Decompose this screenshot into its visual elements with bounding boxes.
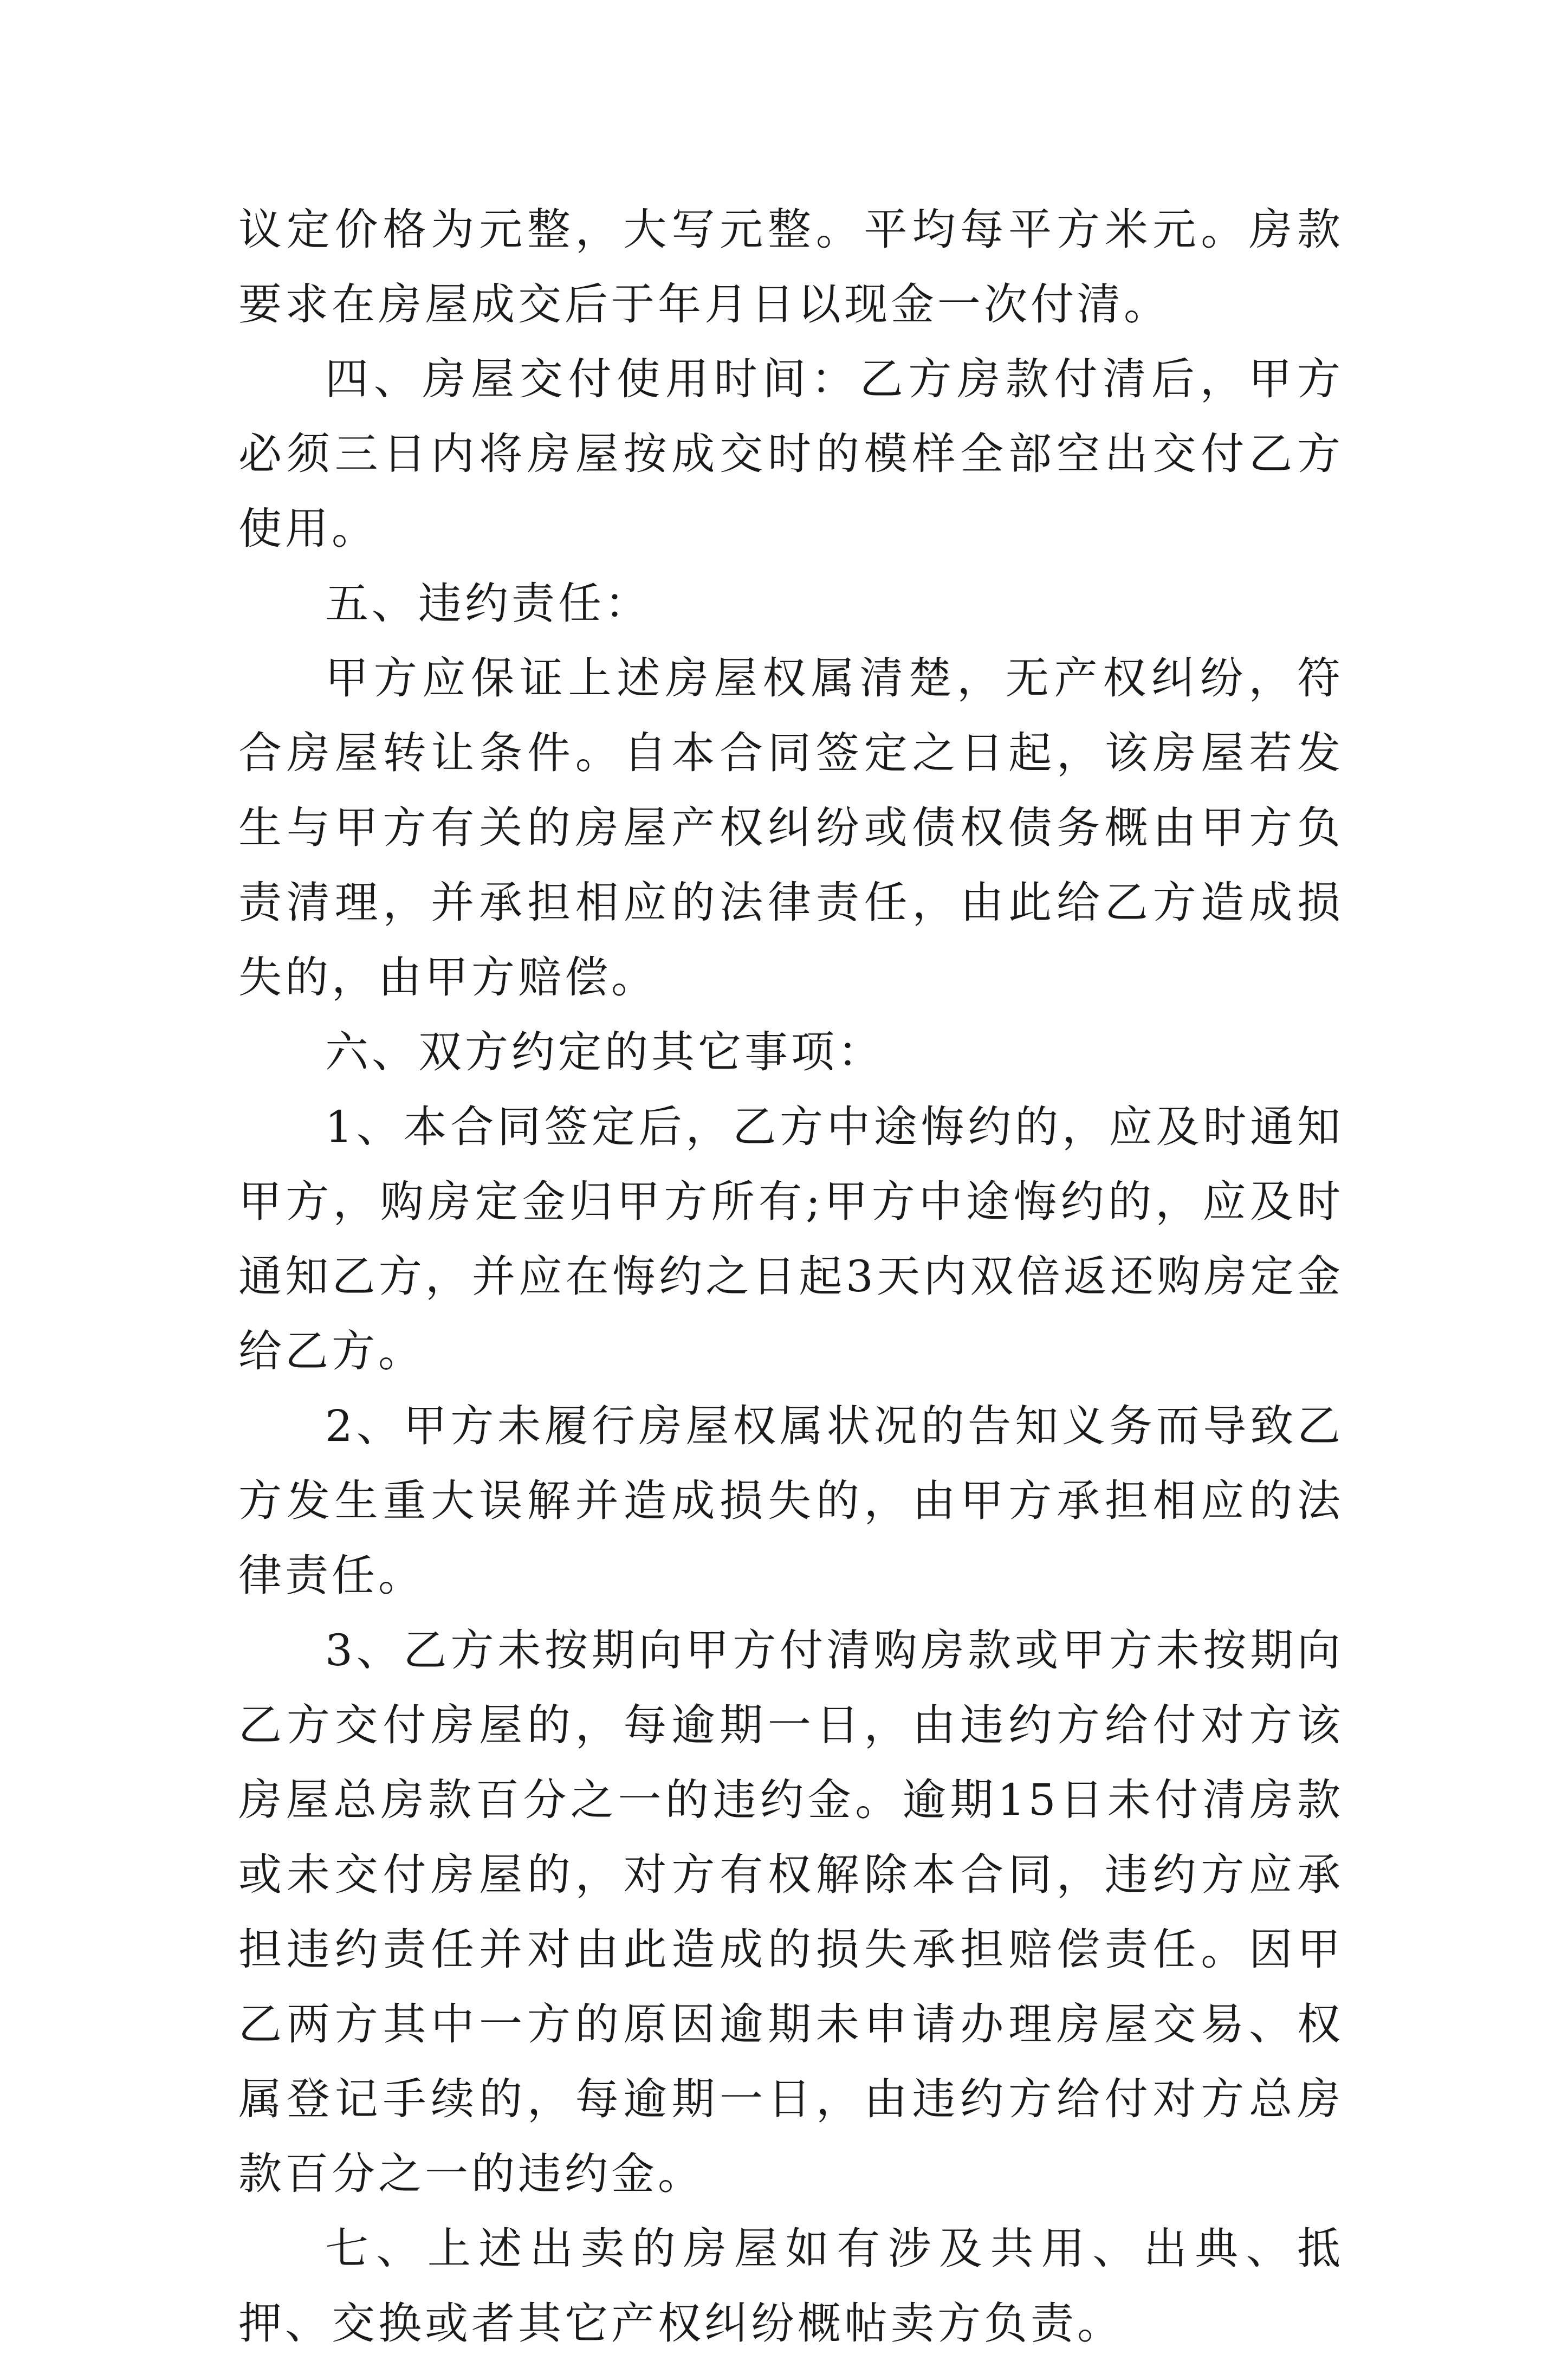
paragraph-item-1: 1、本合同签定后，乙方中途悔约的，应及时通知甲方，购房定金归甲方所有;甲方中途悔约的，应及时通知乙方，并应在悔约之日起3天内双倍返还购房定金给乙方。: [238, 1102, 1344, 1376]
paragraph-delivery-time: 四、房屋交付使用时间：乙方房款付清后，甲方必须三日内将房屋按成交时的模样全部空出交付乙方使用。: [238, 354, 1344, 554]
paragraph-breach-heading: 五、违约责任：: [325, 578, 651, 629]
paragraph-other-matters-heading: 六、双方约定的其它事项：: [325, 1027, 884, 1077]
paragraph-seller-guarantee: 甲方应保证上述房屋权属清楚，无产权纠纷，符合房屋转让条件。自本合同签定之日起，该房屋若发生与甲方有关的房屋产权纠纷或债权债务概由甲方负责清理，并承担相应的法律责任，由此给乙方造成损失的，由甲方赔偿。: [238, 653, 1344, 1002]
paragraph-item-2: 2、甲方未履行房屋权属状况的告知义务而导致乙方发生重大误解并造成损失的，由甲方承担相应的法律责任。: [238, 1401, 1344, 1601]
paragraph-item-3: 3、乙方未按期向甲方付清购房款或甲方未按期向乙方交付房屋的，每逾期一日，由违约方给付对方该房屋总房款百分之一的违约金。逾期15日未付清房款或未交付房屋的，对方有权解除本合同，违约方应承担违约责任并对由此造成的损失承担赔偿责任。因甲乙两方其中一方的原因逾期未申请办理房屋交易、权属登记手续的，每逾期一日，由违约方给付对方总房款百分之一的违约金。: [238, 1625, 1344, 2199]
paragraph-price-terms: 议定价格为元整，大写元整。平均每平方米元。房款要求在房屋成交后于年月日以现金一次付清。: [238, 204, 1344, 329]
document-body: [238, 192, 1344, 2361]
paragraph-clause-7: 七、上述出卖的房屋如有涉及共用、出典、抵押、交换或者其它产权纠纷概帖卖方负责。: [238, 2223, 1344, 2349]
